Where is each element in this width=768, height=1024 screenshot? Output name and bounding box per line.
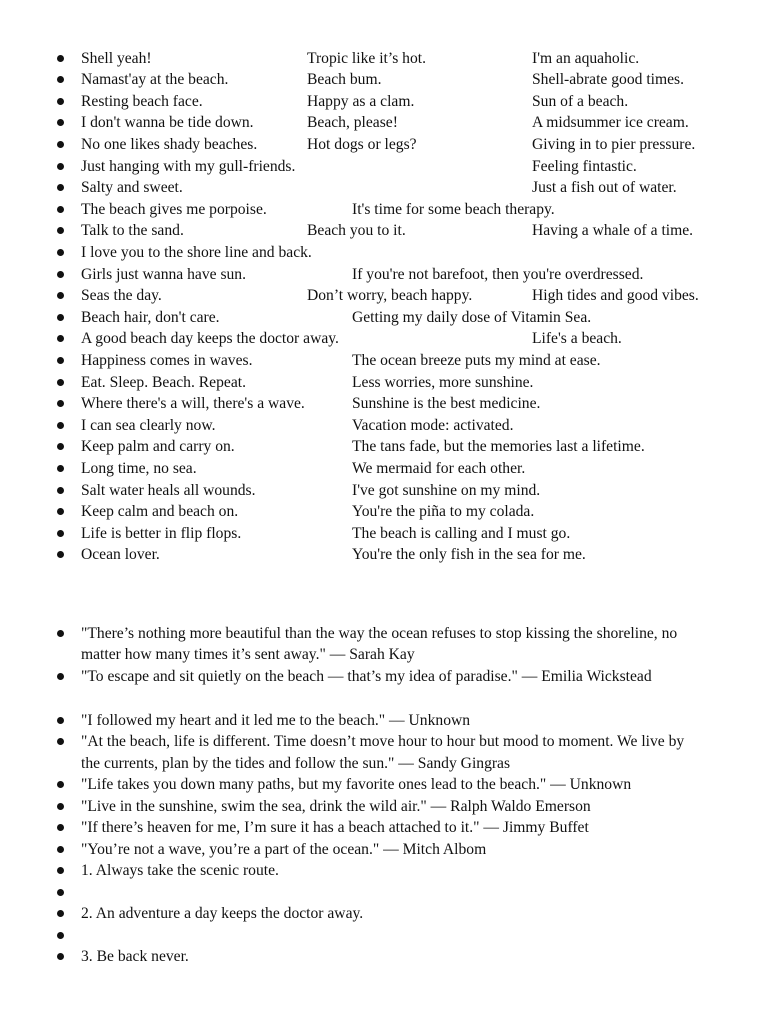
quote-item xyxy=(0,710,768,732)
quote-item xyxy=(0,946,768,968)
caption-text: Having a whale of a time. xyxy=(532,222,694,240)
bullet-icon xyxy=(57,867,64,874)
bullet-icon xyxy=(57,846,64,853)
quote-item xyxy=(0,731,768,774)
bullet-icon xyxy=(57,465,64,472)
caption-text: Life is better in flip flops. xyxy=(81,524,242,542)
caption-row xyxy=(0,350,768,372)
caption-row xyxy=(0,501,768,523)
caption-text: Namast'ay at the beach. xyxy=(81,71,229,89)
bullet-icon xyxy=(57,184,64,191)
quote-item xyxy=(0,817,768,839)
bullet-icon xyxy=(57,932,64,939)
caption-row xyxy=(0,242,768,264)
bullet-icon xyxy=(57,379,64,386)
caption-row xyxy=(0,307,768,329)
caption-text: Keep calm and beach on. xyxy=(81,503,239,521)
caption-text: I don't wanna be tide down. xyxy=(81,114,254,132)
quote-text: "You’re not a wave, you’re a part of the ocean." — Mitch Albom xyxy=(81,840,487,858)
quote-text: "Life takes you down many paths, but my favorite ones lead to the beach." — Unknown xyxy=(81,776,632,793)
caption-text: Happiness comes in waves. xyxy=(81,351,253,369)
bullet-icon xyxy=(57,910,64,917)
caption-text: No one likes shady beaches. xyxy=(81,135,258,153)
caption-text: Hot dogs or legs? xyxy=(307,135,417,153)
caption-text: Keep palm and carry on. xyxy=(81,438,235,456)
caption-text: Salty and sweet. xyxy=(81,179,183,197)
bullet-icon xyxy=(57,630,64,637)
bullet-icon xyxy=(57,803,64,810)
caption-row xyxy=(0,48,768,70)
bullet-icon xyxy=(57,530,64,537)
caption-row xyxy=(0,264,768,286)
caption-text: Girls just wanna have sun. xyxy=(81,265,247,283)
caption-row xyxy=(0,220,768,242)
quote-text: 2. An adventure a day keeps the doctor away. xyxy=(81,905,364,922)
caption-row xyxy=(0,112,768,134)
caption-text: Shell yeah! xyxy=(81,49,152,67)
caption-text: Feeling fintastic. xyxy=(532,157,637,175)
caption-text: It's time for some beach therapy. xyxy=(352,200,555,218)
bullet-icon xyxy=(57,508,64,515)
quote-text: "Live in the sunshine, swim the sea, drink the wild air." — Ralph Waldo Emerson xyxy=(81,797,591,815)
caption-row xyxy=(0,199,768,221)
caption-row xyxy=(0,544,768,566)
caption-text: Vacation mode: activated. xyxy=(352,416,514,434)
bullet-icon xyxy=(57,953,64,960)
caption-row xyxy=(0,69,768,91)
caption-text: Seas the day. xyxy=(81,287,162,305)
quote-item xyxy=(0,666,768,709)
quote-text: "If there’s heaven for me, I’m sure it has a beach attached to it." — Jimmy Buffet xyxy=(81,819,589,836)
caption-row xyxy=(0,285,768,307)
caption-text: Just hanging with my gull-friends. xyxy=(81,157,296,175)
quote-item xyxy=(0,623,768,666)
caption-row xyxy=(0,91,768,113)
bullet-icon xyxy=(57,335,64,342)
bullet-icon xyxy=(57,443,64,450)
bullet-icon xyxy=(57,141,64,148)
caption-row xyxy=(0,134,768,156)
caption-text: Giving in to pier pressure. xyxy=(532,135,696,153)
caption-text: Eat. Sleep. Beach. Repeat. xyxy=(81,373,246,391)
caption-row xyxy=(0,372,768,394)
caption-text: Ocean lover. xyxy=(81,546,160,564)
bullet-icon xyxy=(57,314,64,321)
bullet-icon xyxy=(57,271,64,278)
caption-text: Shell-abrate good times. xyxy=(532,71,685,89)
caption-text: Beach hair, don't care. xyxy=(81,308,220,326)
bullet-icon xyxy=(57,249,64,256)
bullet-icon xyxy=(57,206,64,213)
caption-text: We mermaid for each other. xyxy=(352,459,526,477)
bullet-icon xyxy=(57,717,64,724)
quote-item xyxy=(0,882,768,904)
bullet-icon xyxy=(57,673,64,680)
bullet-icon xyxy=(57,292,64,299)
caption-row xyxy=(0,393,768,415)
bullet-icon xyxy=(57,400,64,407)
caption-text: The beach is calling and I must go. xyxy=(352,524,571,542)
quote-item xyxy=(0,796,768,818)
bullet-icon xyxy=(57,55,64,62)
caption-text: Less worries, more sunshine. xyxy=(352,373,534,391)
bullet-icon xyxy=(57,227,64,234)
caption-row xyxy=(0,328,768,350)
caption-text: The tans fade, but the memories last a lifetime. xyxy=(352,438,645,456)
bullet-icon xyxy=(57,824,64,831)
bullet-icon xyxy=(57,738,64,745)
quote-text: "There’s nothing more beautiful than the way the ocean refuses to stop kissing the shoreline, no matter how many times it’s sent away." — Sarah Kay xyxy=(81,624,678,664)
caption-text: Long time, no sea. xyxy=(81,459,197,477)
caption-text: The beach gives me porpoise. xyxy=(81,200,267,218)
bullet-icon xyxy=(57,98,64,105)
bullet-icon xyxy=(57,487,64,494)
quote-item xyxy=(0,839,768,861)
caption-row xyxy=(0,458,768,480)
caption-text: Sunshine is the best medicine. xyxy=(352,395,541,413)
bullet-icon xyxy=(57,551,64,558)
caption-text: Just a fish out of water. xyxy=(532,179,677,197)
caption-text: A good beach day keeps the doctor away. xyxy=(81,330,339,348)
bullet-icon xyxy=(57,163,64,170)
caption-text: I can sea clearly now. xyxy=(81,416,216,434)
caption-text: Beach you to it. xyxy=(307,222,406,240)
caption-text: I love you to the shore line and back. xyxy=(81,243,312,261)
caption-row xyxy=(0,415,768,437)
quote-item xyxy=(0,860,768,882)
caption-text: I've got sunshine on my mind. xyxy=(352,481,541,499)
bullet-icon xyxy=(57,781,64,788)
caption-row xyxy=(0,523,768,545)
caption-text: Beach bum. xyxy=(307,71,382,89)
quote-text: "At the beach, life is different. Time doesn’t move hour to hour but mood to moment. We live by the currents, plan by the tides and follow the sun." — Sandy Gingras xyxy=(81,733,685,772)
caption-text: A midsummer ice cream. xyxy=(532,114,689,132)
caption-text: High tides and good vibes. xyxy=(532,287,699,305)
quote-item xyxy=(0,925,768,947)
quote-text: "I followed my heart and it led me to the beach." — Unknown xyxy=(81,711,471,729)
caption-row xyxy=(0,436,768,458)
caption-text: Salt water heals all wounds. xyxy=(81,481,256,499)
caption-text: Happy as a clam. xyxy=(307,92,415,110)
quote-item xyxy=(0,774,768,796)
caption-text: If you're not barefoot, then you're overdressed. xyxy=(352,265,644,283)
quote-text: 1. Always take the scenic route. xyxy=(81,862,279,879)
caption-text: Beach, please! xyxy=(307,114,398,132)
caption-text: Getting my daily dose of Vitamin Sea. xyxy=(352,308,592,326)
bullet-icon xyxy=(57,119,64,126)
bullet-icon xyxy=(57,357,64,364)
bullet-icon xyxy=(57,76,64,83)
quote-text: 3. Be back never. xyxy=(81,948,189,965)
caption-row xyxy=(0,480,768,502)
caption-text: Don’t worry, beach happy. xyxy=(307,287,473,305)
caption-text: Sun of a beach. xyxy=(532,92,629,110)
caption-text: Resting beach face. xyxy=(81,92,203,110)
caption-text: Tropic like it’s hot. xyxy=(307,49,426,67)
quote-item xyxy=(0,903,768,925)
caption-text: The ocean breeze puts my mind at ease. xyxy=(352,351,601,369)
bullet-icon xyxy=(57,422,64,429)
caption-text: Where there's a will, there's a wave. xyxy=(81,395,305,413)
caption-row xyxy=(0,156,768,178)
caption-text: Talk to the sand. xyxy=(81,222,184,240)
quote-text: "To escape and sit quietly on the beach — that’s my idea of paradise." — Emilia Wickstead xyxy=(81,668,652,685)
caption-text: I'm an aquaholic. xyxy=(532,49,640,67)
bullet-icon xyxy=(57,889,64,896)
caption-text: You're the only fish in the sea for me. xyxy=(352,546,586,564)
caption-text: You're the piña to my colada. xyxy=(352,503,535,521)
caption-row xyxy=(0,177,768,199)
caption-text: Life's a beach. xyxy=(532,330,622,348)
